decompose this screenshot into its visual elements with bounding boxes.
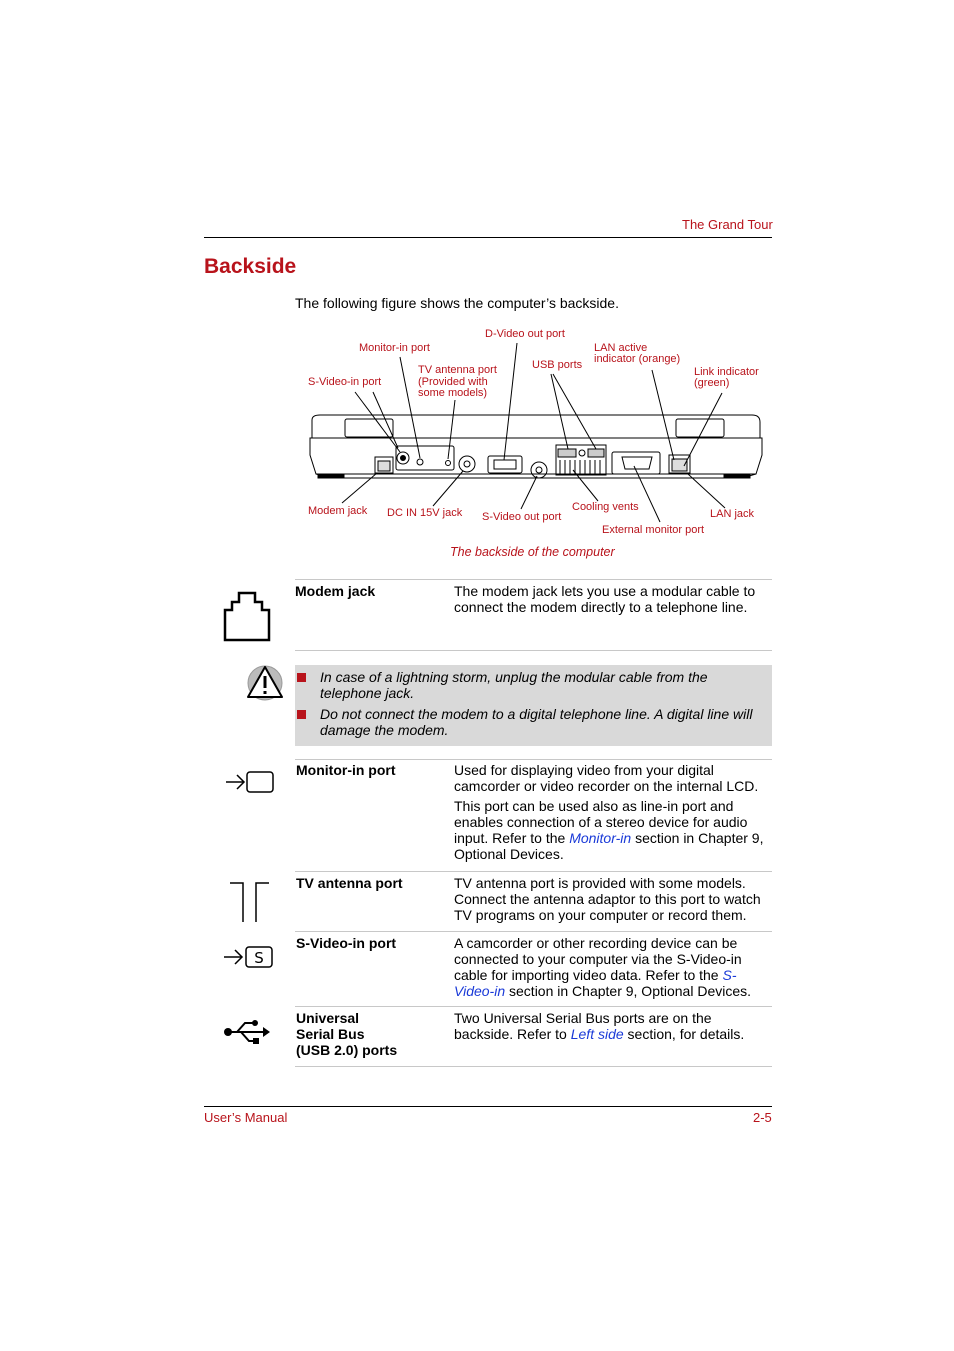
warning-text-1: In case of a lightning storm, unplug the modular cable from the telephone jack. bbox=[320, 669, 708, 701]
label-tv-antenna-3: some models) bbox=[418, 387, 488, 399]
label-usb-ports: USB ports bbox=[532, 359, 583, 371]
row-divider bbox=[295, 650, 772, 651]
label-s-video-in: S-Video-in port bbox=[308, 376, 382, 388]
label-d-video-out: D-Video out port bbox=[485, 328, 565, 340]
label-lan-jack: LAN jack bbox=[710, 508, 755, 520]
footer-page-number: 2-5 bbox=[753, 1110, 772, 1125]
label-link-indicator-1: Link indicator bbox=[694, 366, 759, 378]
label-dc-in: DC IN 15V jack bbox=[387, 507, 463, 519]
label-link-indicator-2: (green) bbox=[694, 377, 730, 389]
bullet-icon bbox=[297, 673, 306, 682]
usb-term-line-2: Serial Bus bbox=[296, 1026, 365, 1042]
footer-rule bbox=[204, 1106, 772, 1107]
monitor-in-desc-1: Used for displaying video from your digital camcorder or video recorder on the internal LCD. bbox=[454, 762, 759, 794]
warning-text-2: Do not connect the modem to a digital telephone line. A digital line will damage the modem. bbox=[320, 706, 753, 738]
tv-antenna-term: TV antenna port bbox=[296, 875, 403, 891]
usb-term-line-1: Universal bbox=[296, 1010, 360, 1026]
usb-left-side-link[interactable]: Left side bbox=[570, 1026, 624, 1042]
usb-term bbox=[296, 1010, 397, 1058]
monitor-in-desc bbox=[454, 762, 772, 866]
row-divider bbox=[295, 759, 772, 760]
row-divider bbox=[295, 931, 772, 932]
bullet-icon bbox=[297, 710, 306, 719]
usb-desc bbox=[454, 1010, 772, 1042]
header-section-title: The Grand Tour bbox=[682, 217, 773, 232]
monitor-in-desc-2a: This port can be used also as line-in port and enables connection of a stereo device for audio input. Refer to the bbox=[454, 798, 748, 846]
label-cooling-vents: Cooling vents bbox=[572, 501, 639, 513]
row-divider bbox=[295, 871, 772, 872]
label-monitor-in: Monitor-in port bbox=[359, 342, 430, 354]
usb-desc-b: section, for details. bbox=[623, 1026, 745, 1042]
warning-icon bbox=[245, 663, 285, 703]
usb-icon bbox=[223, 1018, 271, 1046]
s-video-in-desc bbox=[454, 935, 772, 999]
modem-jack-desc: The modem jack lets you use a modular cable to connect the modem directly to a telephone line. bbox=[454, 583, 756, 615]
s-video-in-icon-letter: S bbox=[254, 949, 264, 967]
label-modem-jack: Modem jack bbox=[308, 505, 368, 517]
modem-jack-term: Modem jack bbox=[295, 583, 376, 599]
monitor-in-icon bbox=[224, 769, 276, 797]
row-divider bbox=[295, 1066, 772, 1067]
row-divider bbox=[295, 579, 772, 580]
page-title: Backside bbox=[204, 255, 297, 278]
label-s-video-out: S-Video out port bbox=[482, 511, 562, 523]
label-tv-antenna-2: (Provided with bbox=[418, 376, 488, 388]
warning-box bbox=[295, 665, 772, 746]
label-lan-active-1: LAN active bbox=[594, 342, 648, 354]
tv-antenna-icon bbox=[229, 880, 271, 924]
modem-jack-icon bbox=[222, 590, 272, 640]
s-video-in-desc-a: A camcorder or other recording device can be connected to your computer via the S-Video-in cable for importing video data. Refer to the bbox=[454, 935, 742, 983]
s-video-in-desc-b: section in Chapter 9, Optional Devices. bbox=[505, 983, 752, 999]
footer-manual-title: User’s Manual bbox=[204, 1110, 288, 1125]
label-external-monitor: External monitor port bbox=[602, 524, 705, 536]
label-tv-antenna-1: TV antenna port bbox=[418, 364, 497, 376]
monitor-in-desc-2 bbox=[454, 798, 772, 862]
monitor-in-link[interactable]: Monitor-in bbox=[569, 830, 632, 846]
tv-antenna-desc: TV antenna port is provided with some models. Connect the antenna adaptor to this port to watch TV programs on your computer or record them. bbox=[454, 875, 761, 923]
monitor-in-term: Monitor-in port bbox=[296, 762, 396, 778]
figure-caption: The backside of the computer bbox=[450, 545, 615, 559]
monitor-in-desc-2b: section in Chapter 9, Optional Devices. bbox=[454, 830, 764, 862]
s-video-in-link[interactable]: S-Video-in bbox=[454, 967, 737, 999]
s-video-in-term: S-Video-in port bbox=[296, 935, 397, 951]
usb-term-line-3: (USB 2.0) ports bbox=[296, 1042, 398, 1058]
label-lan-active-2: indicator (orange) bbox=[594, 353, 681, 365]
s-video-in-icon bbox=[222, 944, 274, 972]
row-divider bbox=[295, 1006, 772, 1007]
intro-text: The following figure shows the computer’s backside. bbox=[295, 295, 619, 311]
usb-desc-a: Two Universal Serial Bus ports are on the backside. Refer to bbox=[454, 1010, 712, 1042]
